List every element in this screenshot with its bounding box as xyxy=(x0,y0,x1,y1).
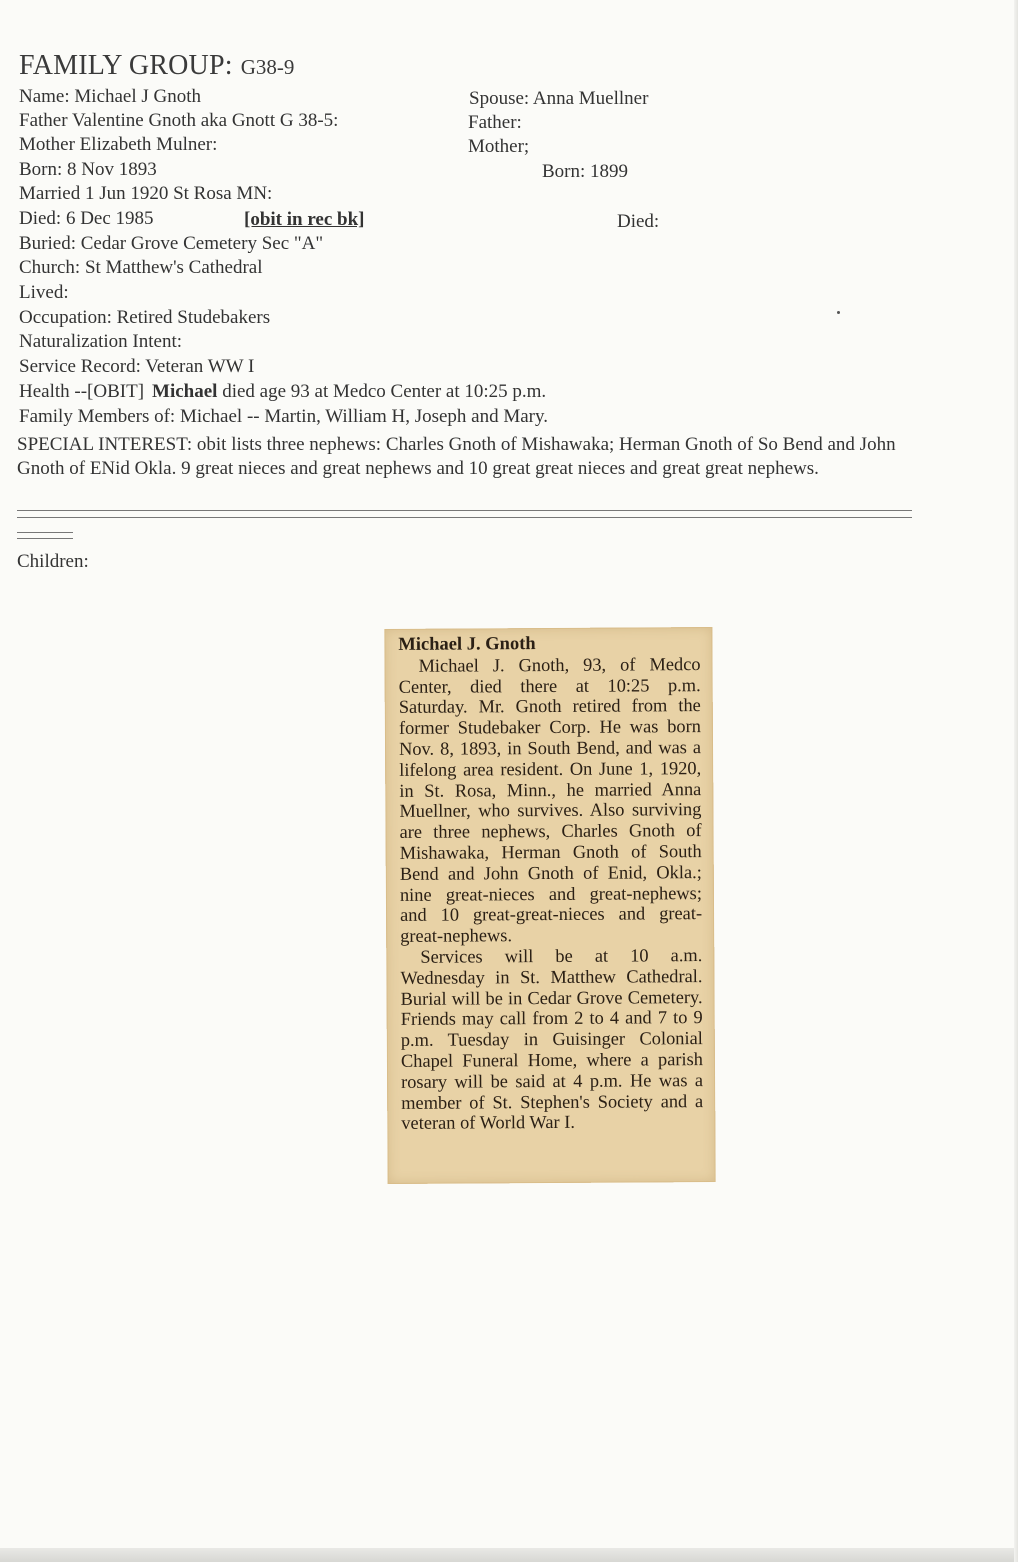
spouse-born-field: Born: 1899 xyxy=(542,161,629,182)
spouse-father-field: Father: xyxy=(468,112,522,133)
service-record-field: Service Record: Veteran WW I xyxy=(19,356,255,377)
spouse-field: Spouse: Anna Muellner xyxy=(469,88,649,109)
scan-speck xyxy=(837,311,840,314)
double-rule xyxy=(17,510,912,518)
title-label: FAMILY GROUP: xyxy=(19,50,233,81)
scan-right-edge xyxy=(1014,0,1018,1562)
double-rule-continuation xyxy=(17,532,73,539)
special-interest: SPECIAL INTEREST: obit lists three nephews: Charles Gnoth of Mishawaka; Herman Gnoth of So Bend and John Gnoth of ENid Okla. 9 great nieces and great nephews and 10 great great nieces and great great nephews. xyxy=(17,434,896,479)
lived-field: Lived: xyxy=(19,282,69,303)
mother-field: Mother Elizabeth Mulner: xyxy=(19,134,218,155)
spouse-mother-field: Mother; xyxy=(468,136,530,157)
born-field: Born: 8 Nov 1893 xyxy=(19,159,157,180)
buried-field: Buried: Cedar Grove Cemetery Sec "A" xyxy=(19,233,324,254)
died-field: Died: 6 Dec 1985 xyxy=(19,208,154,229)
children-label: Children: xyxy=(17,551,89,572)
group-code: G38-9 xyxy=(240,55,295,79)
health-name: Michael xyxy=(152,381,218,402)
name-field: Name: Michael J Gnoth xyxy=(19,86,202,107)
occupation-field: Occupation: Retired Studebakers xyxy=(19,307,271,328)
church-field: Church: St Matthew's Cathedral xyxy=(19,257,263,278)
father-field: Father Valentine Gnoth aka Gnott G 38-5: xyxy=(19,110,339,131)
obituary-paragraph-1: Michael J. Gnoth, 93, of Medco Center, died there at 10:25 p.m. Saturday. Mr. Gnoth retired from the former Studebaker Corp. He was born Nov. 8, 1893, in South Bend, and was a lifelong area resident. On June 1, 1920, in St. Rosa, Minn., he married Anna Muellner, who survives. Also surviving are three nephews, Charles Gnoth of Mishawaka, Herman Gnoth of South Bend and John Gnoth of Enid, Okla.; nine great-nieces and great-nephews; and 10 great-great-nieces and great-great-nephews. xyxy=(398,653,703,947)
obituary-paragraph-2: Services will be at 10 a.m. Wednesday in St. Matthew Cathedral. Burial will be in Cedar Grove Cemetery. Friends may call from 2 to 4 and 7 to 9 p.m. Tuesday in Guisinger Colonial Chapel Funeral Home, where a parish rosary will be said at 4 p.m. He was a member of St. Stephen's Society and a veteran of World War I. xyxy=(400,945,704,1134)
newspaper-clipping xyxy=(384,627,715,1184)
spouse-died-field: Died: xyxy=(617,211,660,232)
page-title xyxy=(19,50,294,82)
married-field: Married 1 Jun 1920 St Rosa MN: xyxy=(19,183,273,204)
obituary-heading: Michael J. Gnoth xyxy=(398,634,536,655)
health-field xyxy=(19,381,546,403)
obit-reference: [obit in rec bk] xyxy=(244,209,365,230)
naturalization-field: Naturalization Intent: xyxy=(19,331,183,352)
health-detail: died age 93 at Medco Center at 10:25 p.m. xyxy=(222,381,547,402)
family-members-field: Family Members of: Michael -- Martin, William H, Joseph and Mary. xyxy=(19,406,549,427)
scan-bottom-edge xyxy=(0,1548,1018,1562)
health-prefix: Health --[OBIT] xyxy=(19,381,145,402)
